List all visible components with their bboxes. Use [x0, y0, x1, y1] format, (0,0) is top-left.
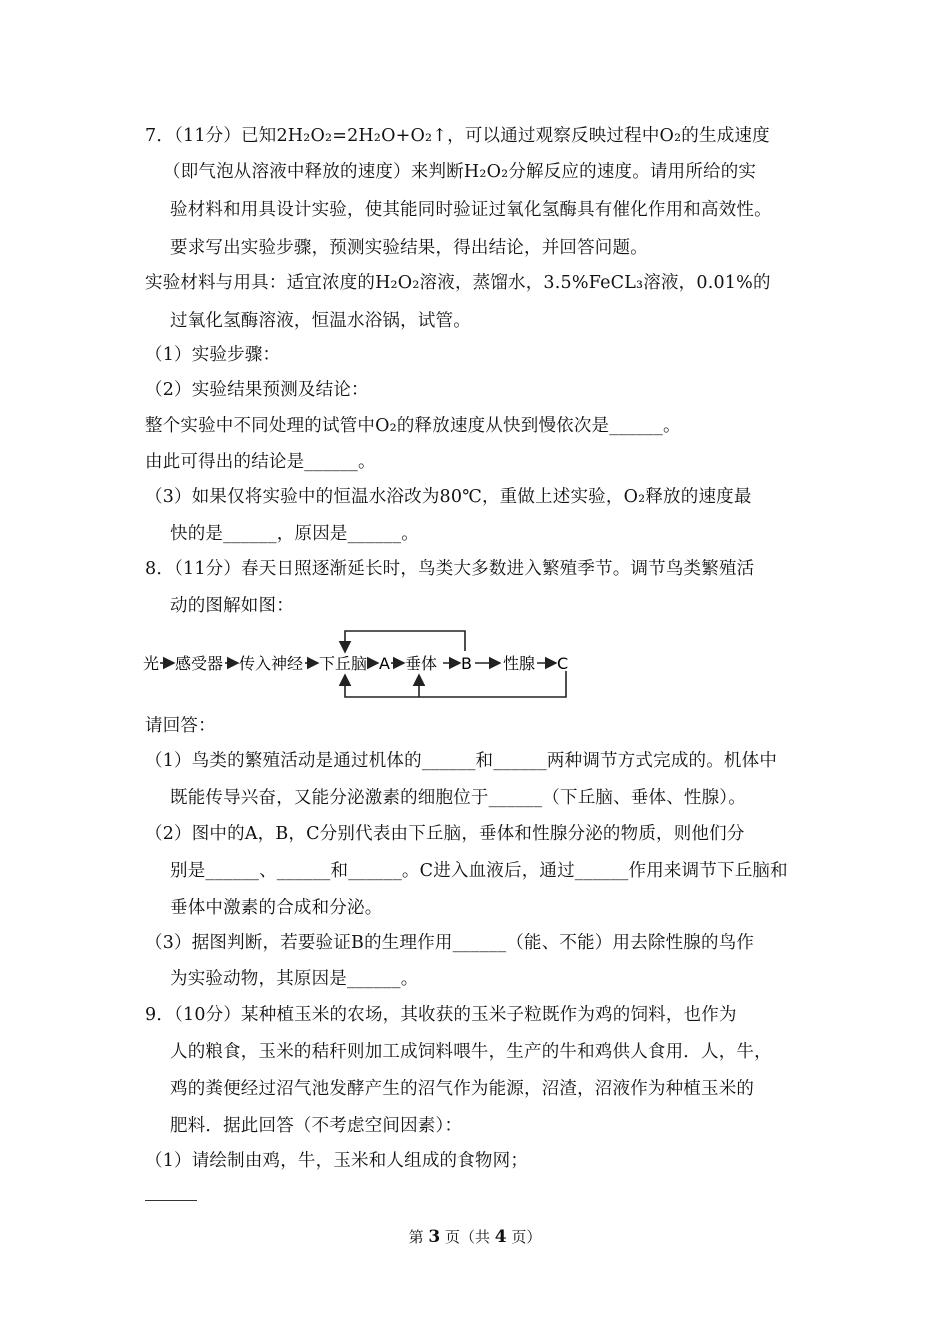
- footer-page-number: 3: [428, 1227, 441, 1247]
- q9-part-1: （1）请绘制由鸡，牛，玉米和人组成的食物网；: [145, 1151, 529, 1171]
- page-footer: [0, 1226, 950, 1248]
- q8-part-1-line-2: 既能传导兴奋，又能分泌激素的细胞位于______（下丘脑、垂体、性腺）。: [170, 788, 746, 808]
- q9-line-3: 鸡的粪便经过沼气池发酵产生的沼气作为能源，沼渣，沼液作为种植玉米的: [170, 1079, 755, 1099]
- diagram-node-b: B: [461, 654, 472, 673]
- footer-suffix: 页）: [511, 1228, 542, 1246]
- q8-part-2-line-3: 垂体中激素的合成和分泌。: [170, 898, 383, 918]
- q7-conclusion-line: 由此可得出的结论是______。: [145, 452, 376, 472]
- q7-part-1: （1）实验步骤：: [145, 345, 281, 365]
- q7-result-line: 整个实验中不同处理的试管中O₂的释放速度从快到慢依次是______。: [145, 416, 681, 436]
- q8-line-1: 8．（11分）春天日照逐渐延长时，鸟类大多数进入繁殖季节。调节鸟类繁殖活: [145, 559, 755, 579]
- q7-line-4: 要求写出实验步骤，预测实验结果，得出结论，并回答问题。: [170, 238, 648, 258]
- q8-part-2-line-2: 别是______、______和______。C进入血液后，通过______作用来调节下丘脑和: [170, 861, 788, 881]
- footer-total-pages: 4: [494, 1227, 507, 1247]
- q9-line-1: 9．（10分）某种植玉米的农场，其收获的玉米子粒既作为鸡的饲料，也作为: [145, 1005, 737, 1025]
- diagram-node-light: 光: [143, 654, 160, 673]
- q7-line-1: 7．（11分）已知2H₂O₂=2H₂O+O₂↑，可以通过观察反映过程中O₂的生成速度: [145, 126, 770, 146]
- q7-materials-line-2: 过氧化氢酶溶液，恒温水浴锅，试管。: [170, 311, 471, 331]
- q7-part-3-line-2: 快的是______，原因是______。: [170, 524, 419, 544]
- diagram-node-afferent: 传入神经: [239, 654, 304, 673]
- q8-prompt: 请回答：: [145, 716, 216, 736]
- q7-part-3-line-1: （3）如果仅将实验中的恒温水浴改为80℃，重做上述实验，O₂释放的速度最: [145, 487, 752, 507]
- diagram-node-gonad: 性腺: [503, 654, 536, 673]
- footer-prefix: 第: [408, 1228, 424, 1246]
- diagram-node-c: C: [557, 654, 569, 673]
- footnote-divider: [145, 1200, 197, 1201]
- diagram-node-hypothalamus: 下丘脑: [319, 654, 368, 673]
- q8-part-3-line-1: （3）据图判断，若要验证B的生理作用______（能、不能）用去除性腺的鸟作: [145, 933, 755, 953]
- diagram-top-feedback: [345, 631, 465, 652]
- regulation-diagram: [143, 626, 583, 706]
- q8-part-3-line-2: 为实验动物，其原因是______。: [170, 969, 419, 989]
- q8-part-1-line-1: （1）鸟类的繁殖活动是通过机体的______和______两种调节方式完成的。机体中: [145, 751, 778, 771]
- diagram-bottom-feedback: [345, 671, 566, 697]
- q7-materials-line-1: 实验材料与用具：适宜浓度的H₂O₂溶液，蒸馏水，3.5%FeCL₃溶液，0.01%的: [145, 273, 771, 293]
- diagram-node-pituitary: 垂体: [405, 654, 438, 673]
- q8-part-2-line-1: （2）图中的A，B，C分别代表由下丘脑，垂体和性腺分泌的物质，则他们分: [145, 824, 745, 844]
- q7-line-3: 验材料和用具设计实验，使其能同时验证过氧化氢酶具有催化作用和高效性。: [170, 200, 772, 220]
- q7-line-2: （即气泡从溶液中释放的速度）来判断H₂O₂分解反应的速度。请用所给的实: [163, 162, 757, 182]
- footer-mid: 页（共: [444, 1228, 490, 1246]
- q9-line-2: 人的粮食，玉米的秸秆则加工成饲料喂牛，生产的牛和鸡供人食用．人，牛，: [170, 1042, 772, 1062]
- q9-line-4: 肥料．据此回答（不考虑空间因素）：: [170, 1116, 463, 1136]
- diagram-node-receptor: 感受器: [175, 654, 224, 673]
- q7-part-2: （2）实验结果预测及结论：: [145, 380, 369, 400]
- diagram-node-a: A: [379, 654, 390, 673]
- q8-line-2: 动的图解如图：: [170, 596, 294, 616]
